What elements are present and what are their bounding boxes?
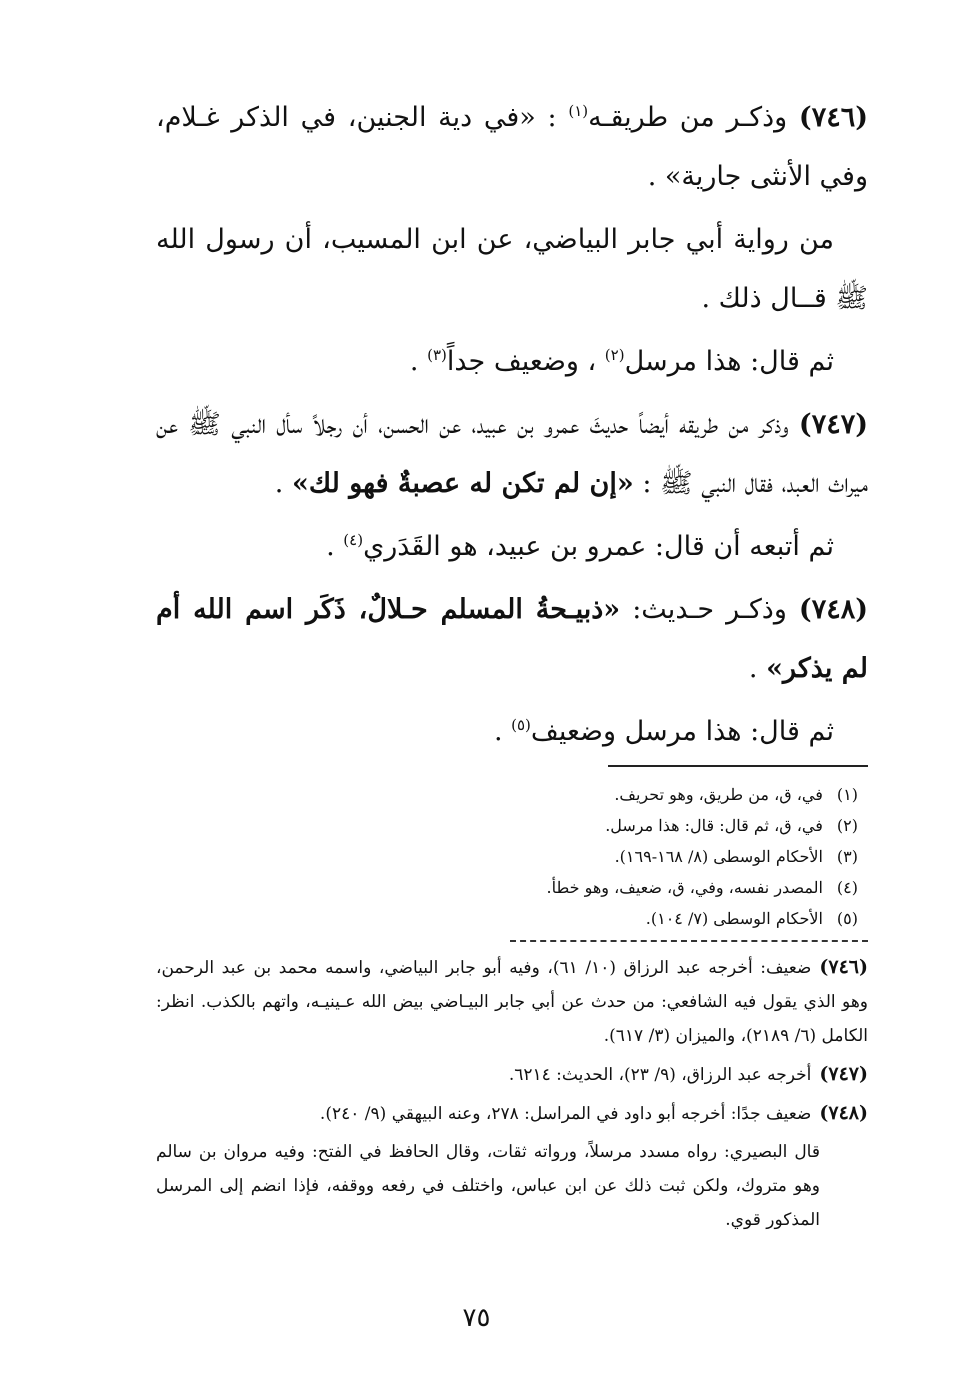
takhrij-text: ضعيف جدًا: أخرجه أبو داود في المراسل: ٢٧٨، وعنه البيهقي (٩/ ٢٤٠). xyxy=(319,1104,812,1124)
ruling-text: . xyxy=(409,346,428,377)
takhrij-747 xyxy=(156,1057,868,1092)
ruling-text: . xyxy=(326,531,344,562)
hadith-number: (٧٤٦) xyxy=(798,102,868,133)
hadith-text: . xyxy=(748,653,767,684)
hadith-748-paragraph xyxy=(156,580,868,698)
footnote-item xyxy=(156,872,858,903)
footnote-item xyxy=(156,810,858,841)
hadith-number: (٧٤٨) xyxy=(798,594,868,625)
takhrij-number: (٧٤٧) xyxy=(819,1063,868,1085)
footnote-number: (٥) xyxy=(836,909,858,928)
footnote-ref[interactable]: (٣) xyxy=(427,346,447,364)
takhrij-number: (٧٤٨) xyxy=(819,1102,868,1124)
page-body xyxy=(156,88,868,1241)
ruling-text: ثم أتبعه أن قال: عمرو بن عبيد، هو القَدَري xyxy=(363,531,834,562)
footnote-item xyxy=(156,779,858,810)
hadith-matn: «إن لم تكن له عصبةٌ فهو لك» xyxy=(291,468,634,499)
takhrij-separator xyxy=(510,940,868,942)
footnote-text: الأحكام الوسطى (٧/ ١٠٤). xyxy=(645,909,823,928)
footnote-number: (٢) xyxy=(836,816,858,835)
footnote-separator xyxy=(608,765,868,767)
hadith-text: وذكـر حـديث: xyxy=(620,594,799,625)
ruling-text: ثم قال: هذا مرسل xyxy=(624,346,834,377)
hadith-747-ruling xyxy=(156,517,868,576)
footnote-item xyxy=(156,841,858,872)
footnote-number: (٤) xyxy=(836,878,858,897)
hadith-748-ruling xyxy=(156,702,868,761)
takhrij-748-continuation xyxy=(156,1135,868,1237)
footnote-ref[interactable]: (٤) xyxy=(343,531,364,549)
footnote-text: الأحكام الوسطى (٨/ ١٦٨-١٦٩). xyxy=(614,847,823,866)
hadith-746-ruling xyxy=(156,332,868,391)
ruling-text: . xyxy=(493,716,512,747)
hadith-number: (٧٤٧) xyxy=(798,409,868,440)
footnote-ref[interactable]: (١) xyxy=(568,102,589,120)
footnote-text: المصدر نفسه، وفي، ق، ضعيف، وهو خطأ. xyxy=(546,878,823,897)
narration-text: من رواية أبي جابر البياضي، عن ابن المسيب، أن رسول الله ﷺ قــال ذلك . xyxy=(156,224,868,314)
takhrij-746 xyxy=(156,950,868,1053)
footnote-ref[interactable]: (٢) xyxy=(604,346,625,364)
ruling-text: ثم قال: هذا مرسل وضعيف xyxy=(530,716,834,747)
footnote-text: في، ق، ثم قال: قال: هذا مرسل. xyxy=(605,816,823,835)
footnotes-list xyxy=(156,779,868,934)
hadith-746-narration xyxy=(156,210,868,328)
footnote-number: (١) xyxy=(836,785,858,804)
footnote-item xyxy=(156,903,858,934)
hadith-text: . xyxy=(274,468,292,499)
hadith-746-paragraph xyxy=(156,88,868,206)
footnote-ref[interactable]: (٥) xyxy=(511,716,531,734)
takhrij-text: قال البصيري: رواه مسدد مرسلاً، ورواته ثقات، وقال الحافظ في الفتح: وفيه مروان بن سالم وهو متروك، ولكن ثبت ذلك عن ابن عباس، واختلف في رفعه ووقفه، فإذا انضم إلى المرسل المذكور قوي. xyxy=(156,1142,820,1230)
hadith-matn: «ذبيـحةُ المسلم حـلالٌ، ذَكَر اسم الله أم لم يذكر» xyxy=(156,594,868,684)
footnote-text: في، ق، من طريق، وهو تحريف. xyxy=(614,785,823,804)
ruling-text: ، وضعيف جداً xyxy=(446,346,605,377)
takhrij-number: (٧٤٦) xyxy=(819,956,868,978)
page-number: ٧٥ xyxy=(462,1303,491,1333)
hadith-text: وذكـر من طريقـه xyxy=(588,102,799,133)
takhrij-748 xyxy=(156,1096,868,1131)
hadith-text: : «في دية الجنين، في الذكر غـلام، وفي الأنثى جارية» . xyxy=(156,102,868,192)
takhrij-text: أخرجه عبد الرزاق، (٩/ ٢٣)، الحديث: ٦٢١٤. xyxy=(508,1065,812,1085)
footnote-number: (٣) xyxy=(836,847,858,866)
hadith-747-paragraph xyxy=(156,395,868,513)
hadith-text: وذكر من طريقه أيضاً حديثَ عمرو بن عبيد، عن الحسن، أن رجلاً سأل النبي ﷺ عن ميراث العبد، فقال النبي ﷺ : xyxy=(156,409,868,499)
takhrij-text: ضعيف: أخرجه عبد الرزاق (١٠/ ٦١)، وفيه أبو جابر البياضي، واسمه محمد بن عبد الرحمن، وهو الذي يقول فيه الشافعي: من حدث عن أبي جابر البيـاضي بيض الله عـينيـه، واتهم بالكذب. انظر: الكامل (٦/ ٢١٨٩)، والميزان (٣/ ٦١٧). xyxy=(156,958,868,1046)
